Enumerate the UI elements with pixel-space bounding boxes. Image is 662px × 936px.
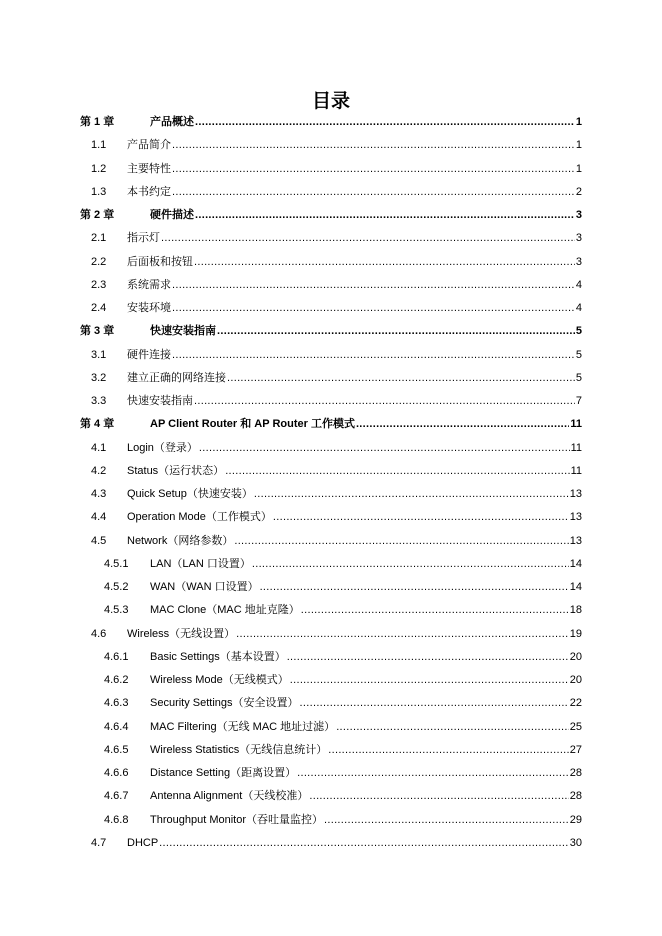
toc-page-number: 5	[575, 348, 582, 361]
toc-entry-title: Quick Setup（快速安装）	[127, 488, 253, 500]
toc-entry[interactable]	[104, 742, 582, 758]
toc-dot-leader	[172, 137, 575, 153]
toc-entry-title: MAC Filtering（无线 MAC 地址过滤）	[150, 720, 336, 733]
toc-page-number: 3	[575, 209, 582, 221]
toc-entry[interactable]	[91, 137, 582, 153]
toc-entry-title: Distance Setting（距离设置）	[150, 767, 297, 779]
toc-entry-title: Wireless（无线设置）	[127, 627, 236, 640]
toc-page-number: 3	[575, 255, 582, 268]
toc-entry[interactable]	[104, 672, 582, 688]
toc-entry[interactable]	[104, 719, 582, 735]
toc-page-number: 14	[569, 557, 582, 570]
toc-page-number: 13	[569, 488, 582, 500]
toc-entry-title: 硬件描述	[150, 209, 194, 221]
toc-entry-number: 第 2 章	[80, 209, 115, 221]
toc-entry-title: Throughput Monitor（吞吐量监控）	[150, 813, 323, 826]
toc-entry[interactable]	[104, 695, 582, 711]
toc-page-number: 1	[575, 162, 582, 175]
toc-dot-leader	[336, 719, 569, 735]
toc-dot-leader	[273, 509, 569, 525]
toc-page-number: 5	[575, 371, 582, 384]
toc-page-number: 1	[575, 116, 582, 128]
toc-entry-number: 2.3	[91, 278, 107, 291]
toc-chapter-entry[interactable]	[80, 207, 582, 223]
toc-dot-leader	[309, 788, 568, 804]
toc-dot-leader	[172, 184, 575, 200]
toc-dot-leader	[324, 812, 569, 828]
toc-entry-number: 3.2	[91, 371, 107, 384]
toc-entry[interactable]	[104, 602, 582, 618]
toc-dot-leader	[225, 463, 569, 479]
toc-dot-leader	[195, 207, 575, 223]
toc-dot-leader	[217, 323, 575, 339]
toc-page-number: 2	[575, 185, 582, 198]
toc-dot-leader	[172, 347, 575, 363]
toc-entry-title: Status（运行状态）	[127, 464, 225, 477]
toc-page-number: 13	[569, 534, 582, 547]
toc-entry-title: 快速安装指南	[127, 395, 193, 407]
toc-page-number: 19	[569, 627, 582, 640]
toc-entry[interactable]	[91, 463, 582, 479]
toc-entry[interactable]	[104, 649, 582, 665]
toc-dot-leader	[227, 370, 575, 386]
toc-dot-leader	[290, 672, 569, 688]
toc-entry[interactable]	[91, 161, 582, 177]
toc-page-number: 20	[569, 650, 582, 663]
toc-entry-number: 4.5.1	[104, 557, 129, 570]
toc-dot-leader	[172, 300, 575, 316]
toc-entry-number: 4.5.2	[104, 581, 129, 593]
toc-entry-title: Security Settings（安全设置）	[150, 697, 299, 710]
toc-entry[interactable]	[91, 626, 582, 642]
toc-page-number: 28	[569, 790, 582, 803]
toc-entry-number: 4.2	[91, 464, 107, 477]
toc-dot-leader	[300, 695, 569, 711]
toc-entry[interactable]	[91, 184, 582, 200]
toc-page-number: 11	[570, 418, 582, 431]
toc-dot-leader	[159, 835, 569, 851]
page-title: 目录	[311, 90, 350, 112]
toc-entry[interactable]	[91, 509, 582, 525]
toc-chapter-entry[interactable]	[80, 114, 582, 130]
toc-page-number: 30	[569, 836, 582, 849]
toc-dot-leader	[172, 277, 575, 293]
toc-entry-number: 1.3	[91, 185, 107, 198]
toc-entry-number: 4.6.4	[104, 720, 129, 733]
toc-entry-number: 4.6.5	[104, 743, 129, 756]
toc-entry-number: 4.6.3	[104, 697, 129, 710]
toc-page-number: 20	[569, 674, 582, 686]
toc-entry-title: Basic Settings（基本设置）	[150, 650, 286, 663]
toc-dot-leader	[260, 579, 569, 595]
toc-dot-leader	[195, 114, 575, 130]
toc-dot-leader	[254, 486, 569, 502]
toc-entry-number: 3.3	[91, 395, 107, 407]
toc-entry-title: 指示灯	[127, 232, 160, 245]
toc-entry-title: Network（网络参数）	[127, 534, 234, 547]
toc-entry-title: 产品概述	[150, 116, 194, 128]
toc-entry-number: 2.2	[91, 255, 107, 268]
toc-page-number: 29	[569, 813, 582, 826]
toc-entry[interactable]	[104, 812, 582, 828]
toc-entry-number: 4.6.6	[104, 767, 129, 779]
toc-entry[interactable]	[104, 765, 582, 781]
toc-entry-title: 快速安装指南	[150, 325, 216, 338]
toc-entry-title: AP Client Router 和 AP Router 工作模式	[150, 418, 355, 431]
toc-entry-title: 产品简介	[127, 139, 171, 152]
toc-dot-leader	[234, 533, 568, 549]
toc-page-number: 14	[569, 581, 582, 593]
toc-entry-number: 4.6	[91, 627, 107, 640]
toc-entry-number: 4.7	[91, 836, 107, 849]
toc-entry-number: 4.6.7	[104, 790, 129, 803]
toc-entry[interactable]	[91, 835, 582, 851]
toc-entry-number: 2.1	[91, 232, 107, 245]
toc-entry-title: Wireless Mode（无线模式）	[150, 674, 289, 686]
toc-entry-number: 4.4	[91, 511, 107, 524]
toc-page-number: 4	[575, 302, 582, 314]
toc-dot-leader	[356, 416, 569, 432]
toc-entry-title: 系统需求	[127, 278, 171, 291]
toc-entry-title: Antenna Alignment（天线校准）	[150, 790, 309, 803]
toc-entry[interactable]	[91, 370, 582, 386]
toc-entry-title: LAN（LAN 口设置）	[150, 557, 251, 570]
toc-chapter-entry[interactable]	[80, 416, 582, 432]
toc-dot-leader	[252, 556, 569, 572]
toc-page-number: 7	[575, 395, 582, 407]
toc-dot-leader	[301, 602, 569, 618]
toc-entry[interactable]	[104, 556, 582, 572]
toc-entry-title: 建立正确的网络连接	[127, 371, 226, 384]
toc-entry-number: 1.1	[91, 139, 107, 152]
toc-entry-title: DHCP	[127, 836, 159, 849]
toc-entry-number: 第 3 章	[80, 325, 115, 338]
toc-entry-number: 4.5	[91, 534, 107, 547]
toc-entry-title: 本书约定	[127, 185, 171, 198]
toc-entry-title: WAN（WAN 口设置）	[150, 581, 259, 593]
toc-dot-leader	[194, 393, 575, 409]
toc-entry-number: 3.1	[91, 348, 107, 361]
toc-entry[interactable]	[91, 486, 582, 502]
toc-dot-leader	[236, 626, 569, 642]
toc-entry-number: 2.4	[91, 302, 107, 314]
toc-page-number: 11	[570, 464, 582, 477]
toc-entry-number: 4.1	[91, 441, 107, 454]
toc-page-number: 3	[575, 232, 582, 245]
toc-entry-number: 4.6.8	[104, 813, 129, 826]
toc-entry[interactable]	[91, 347, 582, 363]
toc-dot-leader	[172, 161, 575, 177]
toc-entry-number: 4.6.2	[104, 674, 129, 686]
toc-entry[interactable]	[91, 230, 582, 246]
toc-entry-title: 后面板和按钮	[127, 255, 193, 268]
toc-dot-leader	[328, 742, 569, 758]
toc-entry-number: 1.2	[91, 162, 107, 175]
toc-page-number: 13	[569, 511, 582, 524]
toc-page-number: 4	[575, 278, 582, 291]
toc-page-number: 1	[575, 139, 582, 152]
toc-entry[interactable]	[104, 579, 582, 595]
toc-entry-title: 安装环境	[127, 302, 171, 314]
toc-entry-number: 第 1 章	[80, 116, 115, 128]
toc-entry-number: 4.6.1	[104, 650, 129, 663]
toc-page-number: 11	[570, 441, 582, 454]
toc-entry[interactable]	[91, 277, 582, 293]
toc-entry-title: MAC Clone（MAC 地址克隆）	[150, 604, 300, 617]
toc-page-number: 5	[575, 325, 582, 338]
toc-entry[interactable]	[91, 533, 582, 549]
toc-entry[interactable]	[91, 393, 582, 409]
toc-entry-number: 4.5.3	[104, 604, 129, 617]
toc-dot-leader	[287, 649, 569, 665]
toc-entry-title: Operation Mode（工作模式）	[127, 511, 272, 524]
toc-entry[interactable]	[91, 440, 582, 456]
toc-entry[interactable]	[104, 788, 582, 804]
toc-entry-title: Wireless Statistics（无线信息统计）	[150, 743, 328, 756]
toc-entry-number: 4.3	[91, 488, 107, 500]
toc-page-number: 18	[569, 604, 582, 617]
toc-entry-number: 第 4 章	[80, 418, 115, 431]
toc-page-number: 28	[569, 767, 582, 779]
toc-entry[interactable]	[91, 254, 582, 270]
toc-entry-title: 硬件连接	[127, 348, 171, 361]
toc-entry[interactable]	[91, 300, 582, 316]
toc-page-number: 27	[569, 743, 582, 756]
toc-chapter-entry[interactable]	[80, 323, 582, 339]
toc-page-number: 22	[569, 697, 582, 710]
toc-dot-leader	[297, 765, 569, 781]
toc-entry-title: 主要特性	[127, 162, 171, 175]
toc-dot-leader	[199, 440, 570, 456]
toc-entry-title: Login（登录）	[127, 441, 198, 454]
toc-dot-leader	[194, 254, 575, 270]
toc-page-number: 25	[569, 720, 582, 733]
toc-dot-leader	[161, 230, 575, 246]
